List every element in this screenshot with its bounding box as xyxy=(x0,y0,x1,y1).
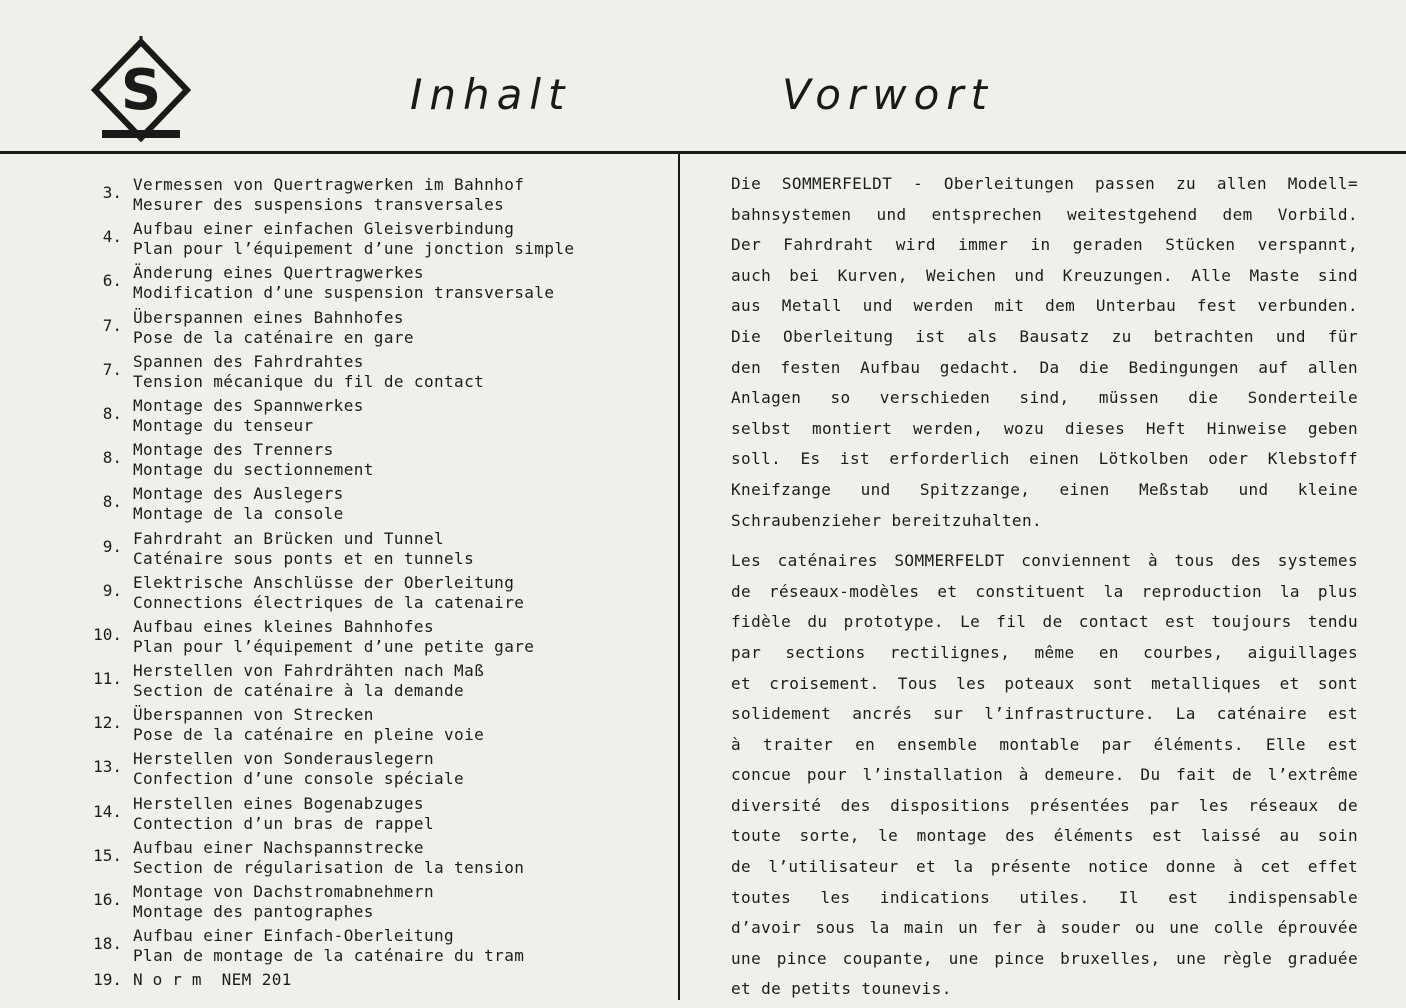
toc-entry xyxy=(78,260,668,304)
foreword-line: Kneifzange und Spitzzange, einen Meßstab und kleine xyxy=(731,479,1358,499)
toc-entry xyxy=(78,216,668,260)
toc-page-number: 12. xyxy=(93,713,122,733)
toc-entry xyxy=(78,614,668,658)
foreword-line: Schraubenzieher bereitzuhalten. xyxy=(731,510,1043,530)
toc-title-german: Spannen des Fahrdrahtes xyxy=(133,351,364,371)
foreword-text xyxy=(731,172,1358,1008)
table-of-contents xyxy=(78,172,668,997)
toc-title-french: Pose de la caténaire en pleine voie xyxy=(133,725,485,745)
toc-title-french: Tension mécanique du fil de contact xyxy=(133,371,485,391)
toc-title-german: Aufbau einer Einfach-Oberleitung xyxy=(133,926,455,946)
toc-entry xyxy=(78,393,668,437)
foreword-line: den festen Aufbau gedacht. Da die Bedingungen auf allen xyxy=(731,357,1358,377)
toc-page-number: 9. xyxy=(102,580,122,600)
logo-letter: S xyxy=(120,58,162,123)
toc-page-number: 4. xyxy=(102,227,122,247)
toc-title-french: Confection d’une console spéciale xyxy=(133,769,465,789)
toc-title-german: Änderung eines Quertragwerkes xyxy=(133,263,424,283)
foreword-line: par sections rectilignes, même en courbes, aiguillages xyxy=(731,642,1358,662)
foreword-line: Die SOMMERFELDT - Oberleitungen passen zu allen Modell= xyxy=(731,174,1358,193)
foreword-paragraph-french xyxy=(731,549,1358,1008)
foreword-line: Der Fahrdraht wird immer in geraden Stücken verspannt, xyxy=(731,235,1358,255)
foreword-line: fidèle du prototype. Le fil de contact est toujours tendu xyxy=(731,612,1358,632)
toc-page-number: 10. xyxy=(93,624,122,644)
toc-title-german: Montage von Dachstromabnehmern xyxy=(133,882,434,901)
heading-contents: Inhalt xyxy=(410,70,572,119)
foreword-line: de réseaux-modèles et constituent la reproduction la plus xyxy=(731,581,1358,601)
toc-page-number: 18. xyxy=(93,934,122,954)
toc-page-number: 11. xyxy=(93,669,122,689)
toc-page-number: 13. xyxy=(93,757,122,777)
toc-page-number: 16. xyxy=(93,890,122,909)
toc-title-french: Plan de montage de la caténaire du tram xyxy=(133,946,525,966)
toc-title-german: Aufbau eines kleines Bahnhofes xyxy=(133,616,434,636)
sommerfeldt-logo xyxy=(84,34,198,142)
toc-page-number: 8. xyxy=(102,403,122,423)
toc-entry xyxy=(78,702,668,746)
toc-page-number: 3. xyxy=(102,183,122,202)
foreword-line: Les caténaires SOMMERFELDT conviennent à tous des systemes xyxy=(731,551,1358,571)
toc-entry xyxy=(78,879,668,923)
toc-title-french: Montage des pantographes xyxy=(133,902,374,921)
toc-page-number: 19. xyxy=(93,970,122,990)
toc-title-german: Herstellen von Sonderauslegern xyxy=(133,749,434,769)
toc-title-german: Fahrdraht an Brücken und Tunnel xyxy=(133,528,445,548)
foreword-line: soll. Es ist erforderlich einen Lötkolben oder Klebstoff xyxy=(731,449,1358,469)
foreword-line: à traiter en ensemble montable par éléments. Elle est xyxy=(731,734,1358,754)
toc-page-number: 14. xyxy=(93,801,122,821)
toc-title-french: Section de régularisation de la tension xyxy=(133,857,525,877)
foreword-line: d’avoir sous la main un fer à souder ou une colle éprouvée xyxy=(731,918,1358,938)
toc-title-french: Plan pour l’équipement d’une jonction simple xyxy=(133,239,575,259)
toc-title-french: Plan pour l’équipement d’une petite gare xyxy=(133,636,535,656)
toc-title-french: Modification d’une suspension transversale xyxy=(133,283,555,303)
toc-entry xyxy=(78,349,668,393)
toc-title-german: Elektrische Anschlüsse der Oberleitung xyxy=(133,572,515,592)
toc-entry xyxy=(78,746,668,790)
foreword-line: et croisement. Tous les poteaux sont metalliques et sont xyxy=(731,673,1358,693)
heading-foreword: Vorwort xyxy=(782,70,995,119)
toc-page-number: 8. xyxy=(102,492,122,512)
toc-title-french: Montage du sectionnement xyxy=(133,460,374,480)
toc-title-french: Pose de la caténaire en gare xyxy=(133,327,414,347)
foreword-line: selbst montiert werden, wozu dieses Heft Hinweise geben xyxy=(731,418,1358,438)
toc-entry xyxy=(78,967,668,997)
toc-entry xyxy=(78,570,668,614)
toc-entry xyxy=(78,305,668,349)
foreword-line: diversité des dispositions présentées par les réseaux de xyxy=(731,795,1358,815)
column-divider xyxy=(678,153,680,1000)
foreword-line: toute sorte, le montage des éléments est laissé au soin xyxy=(731,826,1358,846)
toc-title-norm: Norm NEM 201 xyxy=(133,970,292,990)
toc-title-german: Montage des Auslegers xyxy=(133,484,344,504)
toc-entry xyxy=(78,481,668,525)
toc-entry xyxy=(78,172,668,216)
toc-title-german: Herstellen von Fahrdrähten nach Maß xyxy=(133,661,485,681)
toc-page-number: 7. xyxy=(102,359,122,379)
toc-title-french: Contection d’un bras de rappel xyxy=(133,813,434,833)
foreword-line: une pince coupante, une pince bruxelles, une règle graduée xyxy=(731,948,1358,968)
toc-entry xyxy=(78,437,668,481)
toc-entry xyxy=(78,835,668,879)
toc-title-french: Montage du tenseur xyxy=(133,415,314,435)
toc-entry xyxy=(78,526,668,570)
toc-page-number: 6. xyxy=(102,271,122,291)
foreword-line: concue pour l’installation à demeure. Du fait de l’extrême xyxy=(731,765,1358,785)
toc-title-german: Aufbau einer Nachspannstrecke xyxy=(133,837,424,857)
toc-page-number: 15. xyxy=(93,845,122,865)
toc-entry xyxy=(78,923,668,967)
foreword-line: bahnsystemen und entsprechen weitestgehend dem Vorbild. xyxy=(731,204,1358,224)
toc-title-german: Überspannen eines Bahnhofes xyxy=(133,307,404,327)
foreword-line: aus Metall und werden mit dem Unterbau fest verbunden. xyxy=(731,296,1358,316)
toc-title-german: Herstellen eines Bogenabzuges xyxy=(133,793,424,813)
toc-title-german: Vermessen von Quertragwerken im Bahnhof xyxy=(133,175,525,194)
foreword-line: Anlagen so verschieden sind, müssen die Sonderteile xyxy=(731,388,1358,408)
toc-title-german: Aufbau einer einfachen Gleisverbindung xyxy=(133,219,515,239)
foreword-line: et de petits tounevis. xyxy=(731,979,952,999)
toc-title-french: Mesurer des suspensions transversales xyxy=(133,195,505,214)
foreword-paragraph-german xyxy=(731,172,1358,539)
toc-title-german: Montage des Spannwerkes xyxy=(133,395,364,415)
toc-title-french: Connections électriques de la catenaire xyxy=(133,592,525,612)
toc-page-number: 9. xyxy=(102,536,122,556)
toc-page-number: 8. xyxy=(102,448,122,468)
foreword-line: Die Oberleitung ist als Bausatz zu betrachten und für xyxy=(731,326,1358,346)
toc-title-german: Montage des Trenners xyxy=(133,440,334,460)
header-rule xyxy=(0,151,1406,154)
toc-title-french: Montage de la console xyxy=(133,504,344,524)
toc-title-french: Section de caténaire à la demande xyxy=(133,681,465,701)
toc-title-german: Überspannen von Strecken xyxy=(133,705,374,725)
toc-entry xyxy=(78,791,668,835)
toc-page-number: 7. xyxy=(102,315,122,335)
foreword-line: toutes les indications utiles. Il est indispensable xyxy=(731,887,1358,907)
foreword-line: de l’utilisateur et la présente notice donne à cet effet xyxy=(731,857,1358,877)
foreword-line: auch bei Kurven, Weichen und Kreuzungen. Alle Maste sind xyxy=(731,265,1358,285)
foreword-line: solidement ancrés sur l’infrastructure. La caténaire est xyxy=(731,704,1358,724)
toc-title-french: Caténaire sous ponts et en tunnels xyxy=(133,548,475,568)
toc-entry xyxy=(78,658,668,702)
